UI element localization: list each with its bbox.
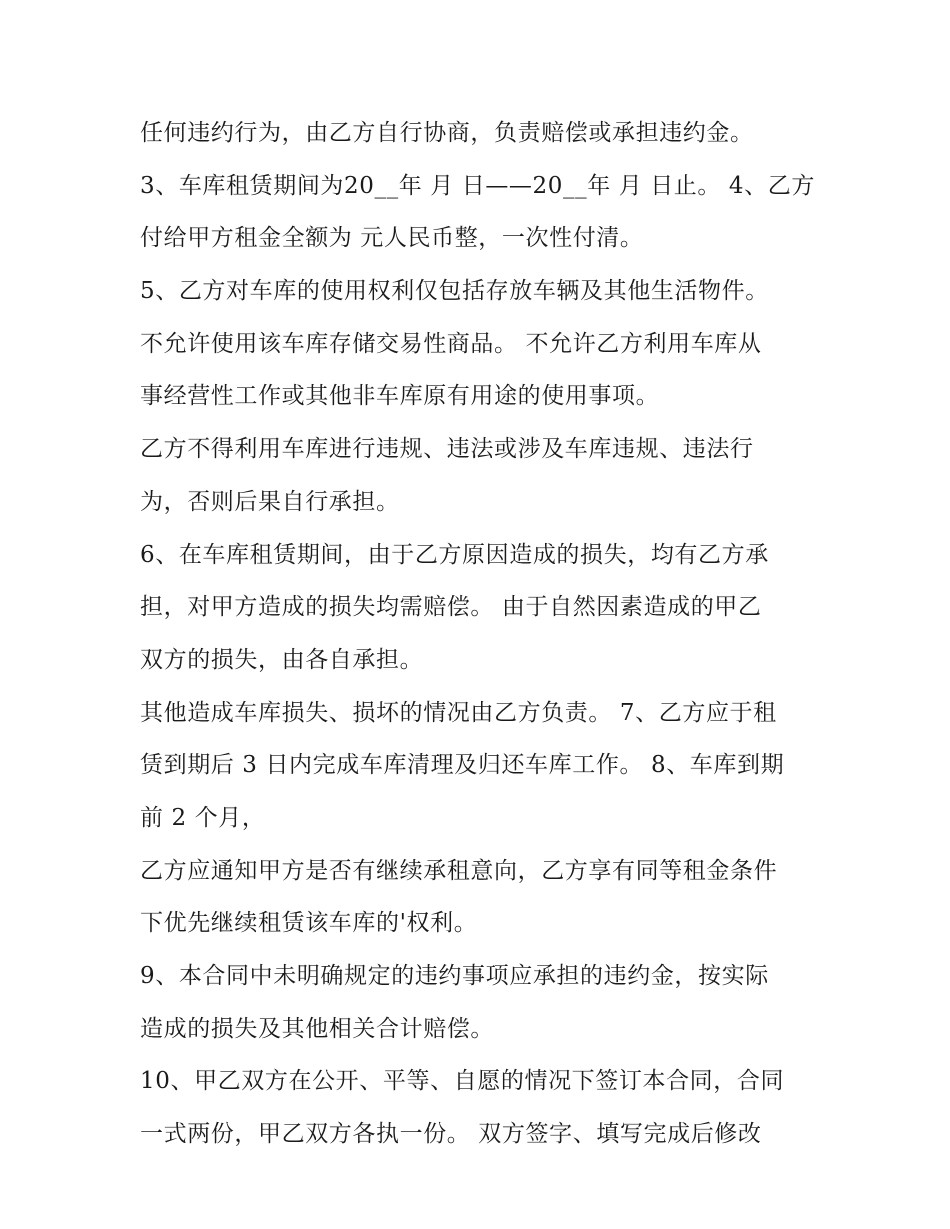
text-line: 事经营性工作或其他非车库原有用途的使用事项。 bbox=[140, 383, 660, 410]
text-line: 下优先继续租赁该车库的'权利。 bbox=[140, 910, 478, 937]
text-line: 为，否则后果自行承担。 bbox=[140, 488, 400, 515]
text-line: 双方的损失，由各自承担。 bbox=[140, 646, 424, 673]
text-line: 乙方不得利用车库进行违规、违法或涉及车库违规、违法行 bbox=[140, 436, 754, 463]
text-line: 10、甲乙双方在公开、平等、自愿的情况下签订本合同，合同 bbox=[140, 1068, 785, 1095]
text-line: 6、在车库租赁期间，由于乙方原因造成的损失，均有乙方承 bbox=[140, 541, 769, 568]
text-line: 付给甲方租金全额为 元人民币整，一次性付清。 bbox=[140, 225, 644, 252]
text-line: 前 2 个月， bbox=[140, 804, 266, 831]
text-line: 不允许使用该车库存储交易性商品。 不允许乙方利用车库从 bbox=[140, 330, 762, 357]
text-line: 乙方应通知甲方是否有继续承租意向，乙方享有同等租金条件 bbox=[140, 857, 778, 884]
text-line: 5、乙方对车库的使用权利仅包括存放车辆及其他生活物件。 bbox=[140, 278, 769, 305]
text-line: 一式两份，甲乙双方各执一份。 双方签字、填写完成后修改 bbox=[140, 1121, 762, 1148]
document-body bbox=[140, 107, 820, 1161]
text-line: 任何违约行为，由乙方自行协商，负责赔偿或承担违约金。 bbox=[140, 120, 754, 146]
text-line: 9、本合同中未明确规定的违约事项应承担的违约金，按实际 bbox=[140, 963, 769, 989]
text-line: 造成的损失及其他相关合计赔偿。 bbox=[140, 1015, 494, 1042]
text-line: 赁到期后 3 日内完成车库清理及归还车库工作。 8、车库到期 bbox=[140, 752, 785, 779]
text-line: 担，对甲方造成的损失均需赔偿。 由于自然因素造成的甲乙 bbox=[140, 594, 762, 621]
text-line: 3、车库租赁期间为20__年 月 日——20__年 月 日止。 4、乙方 bbox=[140, 172, 815, 199]
text-line: 其他造成车库损失、损坏的情况由乙方负责。 7、乙方应于租 bbox=[140, 699, 777, 726]
